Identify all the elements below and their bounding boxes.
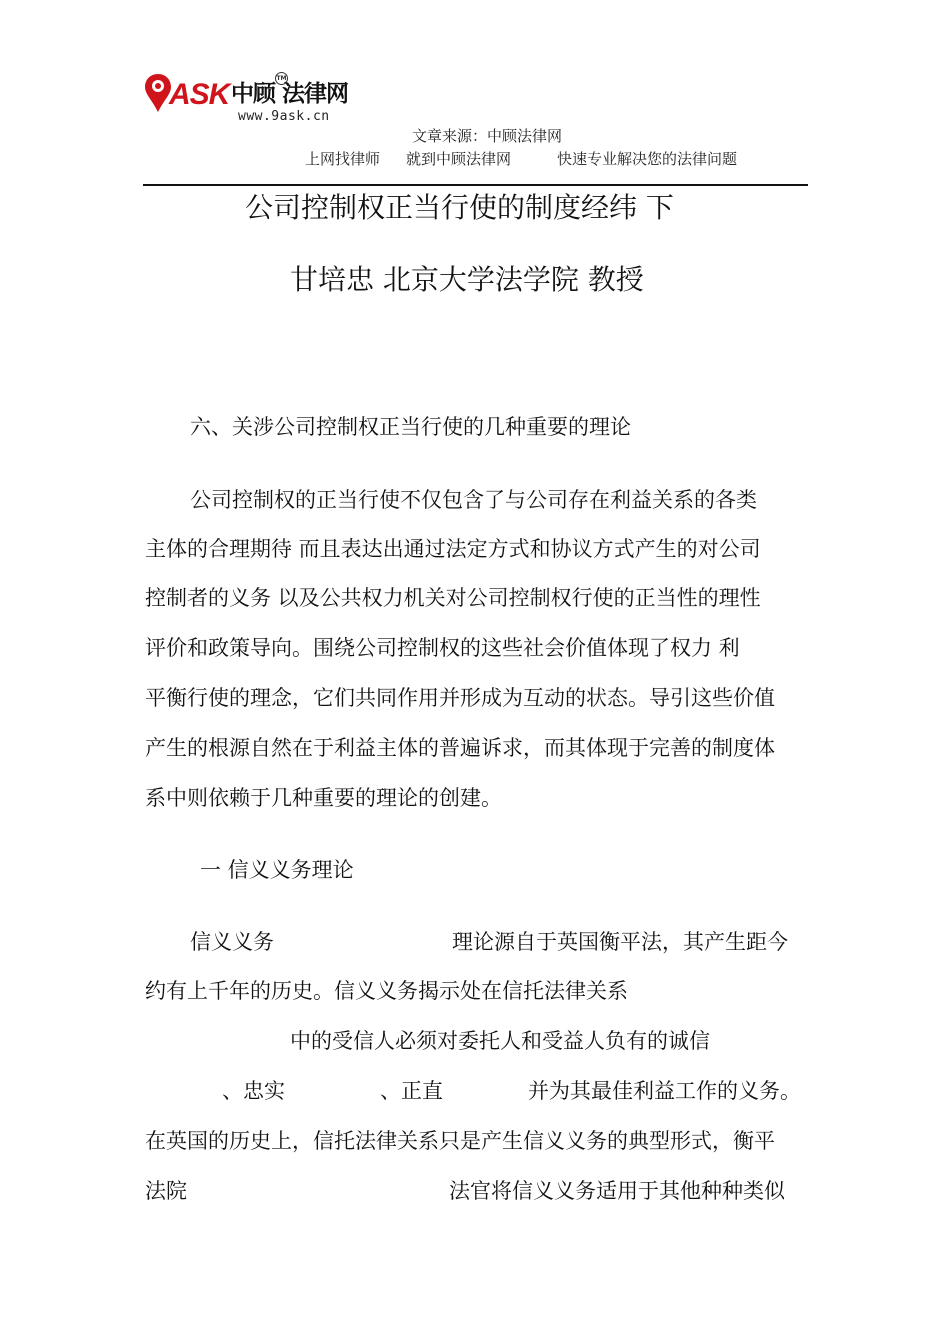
body-line: 评价和政策导向。围绕公司控制权的这些社会价值体现了权力 利 <box>145 636 740 660</box>
body-line: 、正直 <box>380 1079 443 1103</box>
body-line: 公司控制权的正当行使不仅包含了与公司存在利益关系的各类 <box>190 488 757 512</box>
body-line: 产生的根源自然在于利益主体的普遍诉求，而其体现于完善的制度体 <box>145 736 775 760</box>
tagline-service: 快速专业解决您的法律问题 <box>557 150 738 168</box>
tagline-find-lawyer: 上网找律师 <box>305 150 381 168</box>
body-line: 法官将信义义务适用于其他种种类似 <box>449 1179 785 1203</box>
body-line: 信义义务 <box>190 930 274 954</box>
logo-url: www.9ask.cn <box>238 109 330 124</box>
subsection-heading: 一 信义义务理论 <box>200 858 354 882</box>
body-line: 主体的合理期待 而且表达出通过法定方式和协议方式产生的对公司 <box>145 537 761 561</box>
tagline-site: 就到中顾法律网 <box>406 150 512 168</box>
site-logo[interactable] <box>143 72 373 132</box>
body-line: 并为其最佳利益工作的义务。 <box>528 1079 801 1103</box>
body-line: 约有上千年的历史。信义义务揭示处在信托法律关系 <box>145 979 628 1003</box>
body-line: 理论源自于英国衡平法，其产生距今 <box>452 930 788 954</box>
body-line: 平衡行使的理念，它们共同作用并形成为互动的状态。导引这些价值 <box>145 686 775 710</box>
body-line: 中的受信人必须对委托人和受益人负有的诚信 <box>290 1029 710 1053</box>
body-line: 法院 <box>145 1179 187 1203</box>
trademark-badge: TM <box>275 72 288 85</box>
body-line: 控制者的义务 以及公共权力机关对公司控制权行使的正当性的理性 <box>145 586 761 610</box>
document-title: 公司控制权正当行使的制度经纬 下 <box>245 191 674 224</box>
body-line: 、忠实 <box>222 1079 285 1103</box>
section-heading: 六、关涉公司控制权正当行使的几种重要的理论 <box>190 415 631 439</box>
logo-ask-text: ASK <box>169 78 230 111</box>
article-source: 文章来源：中顾法律网 <box>412 127 563 145</box>
logo-brand-text: 中顾 法律网 <box>231 81 349 107</box>
body-line: 系中则依赖于几种重要的理论的创建。 <box>145 786 502 810</box>
body-line: 在英国的历史上，信托法律关系只是产生信义义务的典型形式，衡平 <box>145 1129 775 1153</box>
document-author: 甘培忠 北京大学法学院 教授 <box>290 263 644 296</box>
